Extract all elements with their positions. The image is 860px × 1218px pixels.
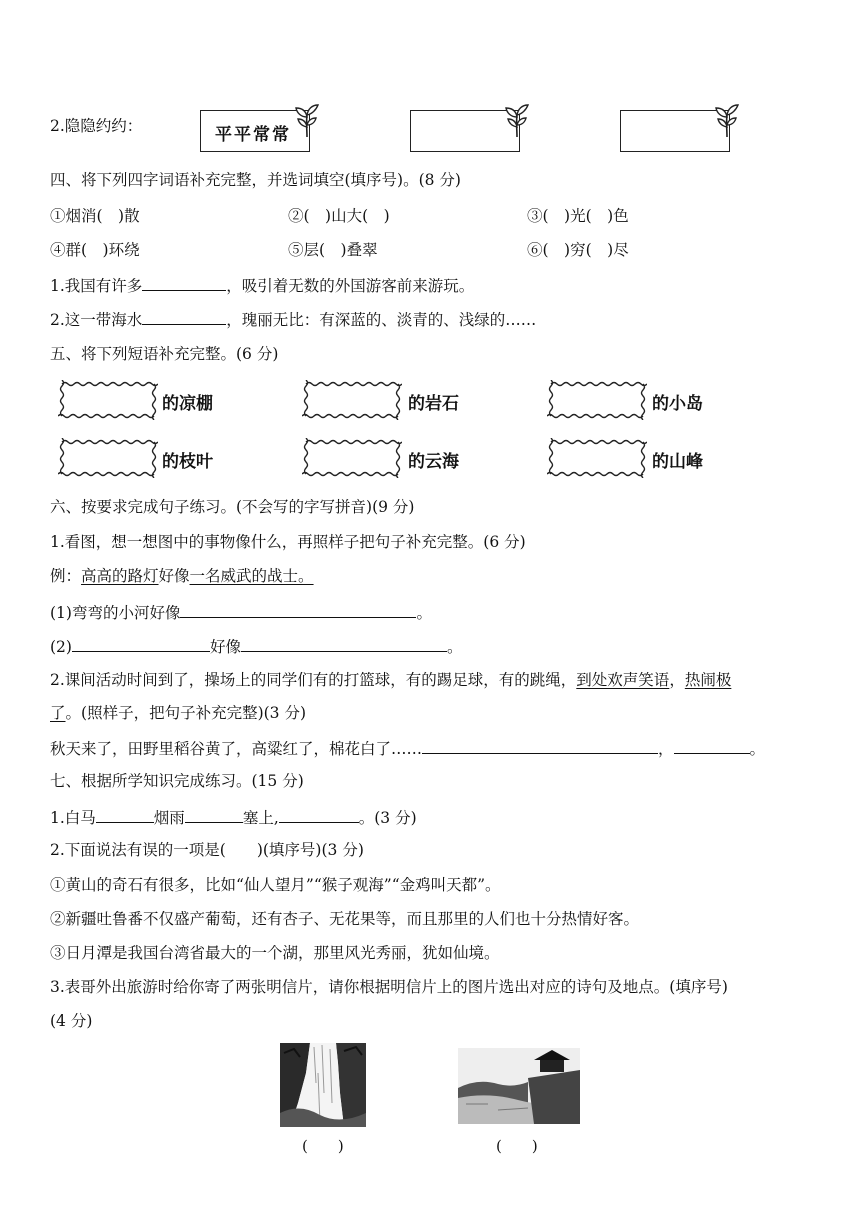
question-text: 2.下面说法有误的一项是( )(填序号)(3 分)	[50, 841, 364, 859]
section-title: 四、将下列四字词语补充完整，并选词填空(填序号)。(8 分)	[50, 171, 461, 189]
phrase-answer-box[interactable]	[547, 380, 647, 420]
word-item: ⑤层( )叠翠	[288, 241, 378, 259]
phrase-answer-box[interactable]	[302, 438, 402, 478]
phrase-label: 的云海	[408, 452, 459, 472]
example-word-box	[200, 110, 310, 152]
option-2: ②新疆吐鲁番不仅盛产葡萄，还有杏子、无花果等，而且那里的人们也十分热情好客。	[50, 910, 640, 928]
example-word: 平平常常	[215, 125, 291, 145]
section-title: 六、按要求完成句子练习。(不会写的字写拼音)(9 分)	[50, 498, 415, 516]
fill-sentence-p2: (2) 好像 。	[50, 635, 463, 657]
answer-blank[interactable]	[142, 308, 226, 325]
question-label: 2.隐隐约约：	[50, 117, 143, 135]
question-text: 1.看图，想一想图中的事物像什么，再照样子把句子补充完整。(6 分)	[50, 533, 526, 551]
section-title: 七、根据所学知识完成练习。(15 分)	[50, 772, 304, 790]
phrase-answer-box[interactable]	[58, 438, 158, 478]
answer-blank[interactable]	[674, 737, 750, 754]
phrase-label: 的小岛	[652, 394, 703, 414]
answer-paren[interactable]: ( )	[496, 1137, 538, 1155]
word-item: ④群( )环绕	[50, 241, 140, 259]
answer-paren[interactable]: ( )	[302, 1137, 344, 1155]
option-1: ①黄山的奇石有很多，比如“仙人望月”“猴子观海”“金鸡叫天都”。	[50, 876, 501, 894]
fill-poem: 1.白马 烟雨 塞上, 。(3 分)	[50, 806, 417, 828]
phrase-label: 的凉棚	[162, 394, 213, 414]
phrase-answer-box[interactable]	[547, 438, 647, 478]
word-item: ②( )山大( )	[288, 207, 390, 225]
answer-blank[interactable]	[185, 806, 243, 823]
phrase-label: 的枝叶	[162, 452, 213, 472]
answer-blank[interactable]	[180, 601, 416, 618]
answer-blank[interactable]	[279, 806, 359, 823]
question-text: 2.课间活动时间到了，操场上的同学们有的打篮球，有的踢足球，有的跳绳，到处欢声笑语，热闹极	[50, 671, 732, 689]
fill-sentence-autumn: 秋天来了，田野里稻谷黄了，高粱红了，棉花白了…… ， 。	[50, 737, 765, 759]
question-text: 了。(照样子，把句子补充完整)(3 分)	[50, 704, 306, 722]
answer-box[interactable]	[410, 110, 520, 152]
phrase-answer-box[interactable]	[302, 380, 402, 420]
pavilion-image	[458, 1048, 580, 1124]
sprout-icon	[293, 103, 321, 137]
phrase-label: 的山峰	[652, 452, 703, 472]
sprout-icon	[713, 103, 741, 137]
sprout-icon	[503, 103, 531, 137]
answer-blank[interactable]	[142, 274, 226, 291]
answer-blank[interactable]	[241, 635, 447, 652]
word-item: ⑥( )穷( )尽	[527, 241, 629, 259]
answer-blank[interactable]	[422, 737, 658, 754]
fill-sentence-1: 1.我国有许多 ，吸引着无数的外国游客前来游玩。	[50, 274, 474, 296]
phrase-label: 的岩石	[408, 394, 459, 414]
phrase-answer-box[interactable]	[58, 380, 158, 420]
word-item: ③( )光( )色	[527, 207, 629, 225]
fill-sentence-p1: (1)弯弯的小河好像 。	[50, 601, 432, 623]
question-text: 3.表哥外出旅游时给你寄了两张明信片，请你根据明信片上的图片选出对应的诗句及地点。(填序号)	[50, 978, 728, 996]
example-sentence: 例：高高的路灯好像一名威武的战士。	[50, 567, 314, 585]
answer-blank[interactable]	[72, 635, 210, 652]
fill-sentence-2: 2.这一带海水 ，瑰丽无比：有深蓝的、淡青的、浅绿的……	[50, 308, 536, 330]
section-title: 五、将下列短语补充完整。(6 分)	[50, 345, 279, 363]
answer-box[interactable]	[620, 110, 730, 152]
word-item: ①烟消( )散	[50, 207, 140, 225]
option-3: ③日月潭是我国台湾省最大的一个湖，那里风光秀丽，犹如仙境。	[50, 944, 500, 962]
waterfall-image	[280, 1043, 366, 1127]
question-text: (4 分)	[50, 1012, 93, 1030]
answer-blank[interactable]	[96, 806, 154, 823]
